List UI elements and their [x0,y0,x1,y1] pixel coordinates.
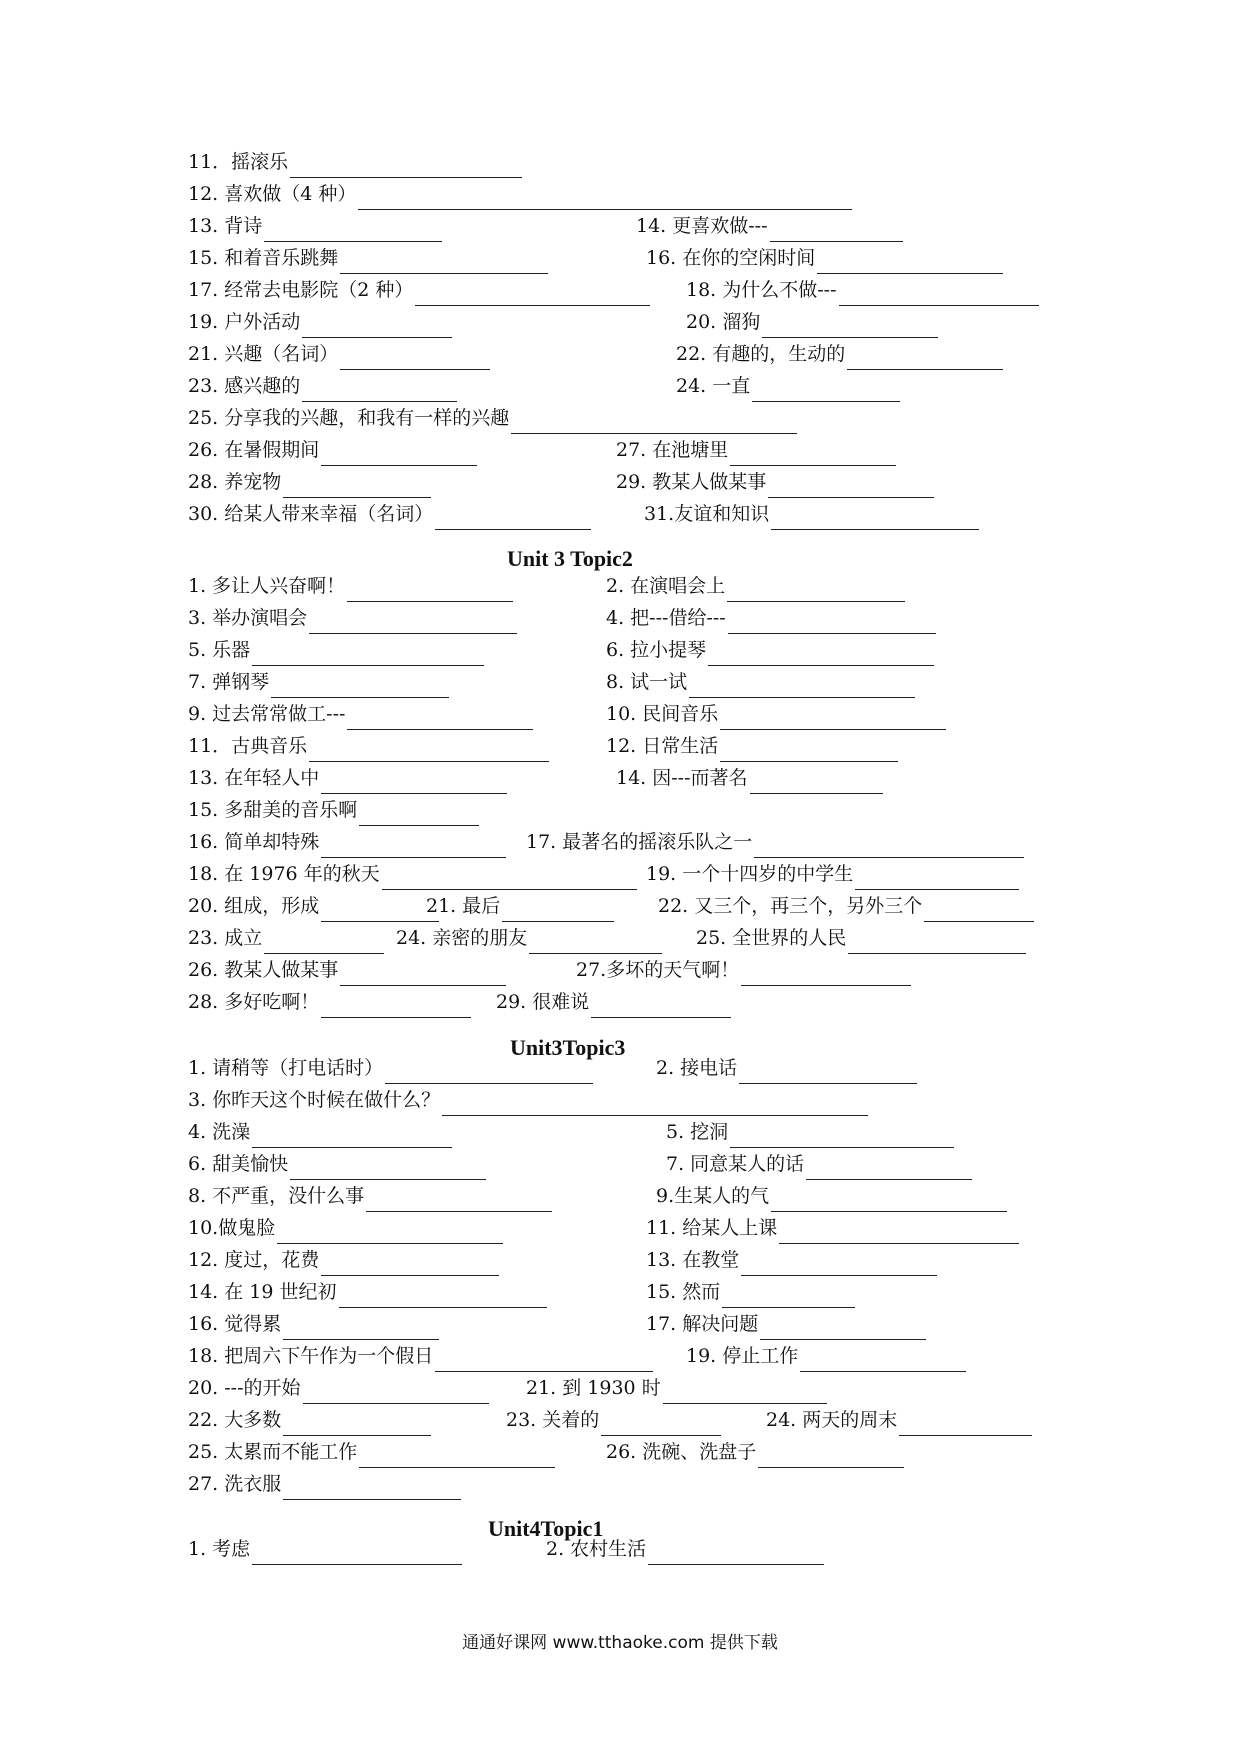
question-prompt: 29. 很难说 [496,991,590,1013]
answer-blank[interactable] [283,477,431,498]
question-item [188,606,517,634]
question-item [646,1216,1019,1244]
question-item [188,670,449,698]
question-item [496,990,731,1018]
answer-blank[interactable] [366,1191,552,1212]
question-prompt: 5. 乐器 [188,639,251,661]
answer-blank[interactable] [839,285,1039,306]
answer-blank[interactable] [321,773,507,794]
answer-blank[interactable] [415,285,650,306]
answer-blank[interactable] [722,1287,855,1308]
answer-blank[interactable] [340,253,548,274]
question-prompt: 18. 把周六下午作为一个假日 [188,1345,434,1367]
question-prompt: 21. 到 1930 时 [526,1377,661,1399]
question-item [656,1056,917,1084]
question-item [188,374,457,402]
question-prompt: 14. 在 19 世纪初 [188,1281,337,1303]
question-item [188,246,548,274]
question-prompt: 21. 最后 [426,895,501,917]
answer-blank[interactable] [347,709,533,730]
answer-blank[interactable] [385,1063,593,1084]
question-prompt: 20. 溜狗 [686,311,761,333]
question-item [646,862,1019,890]
answer-blank[interactable] [264,221,442,242]
answer-blank[interactable] [728,613,936,634]
answer-blank[interactable] [290,157,522,178]
question-item [188,214,442,242]
answer-blank[interactable] [760,1319,926,1340]
question-item [188,1440,555,1468]
answer-blank[interactable] [302,317,452,338]
question-item [188,1120,452,1148]
answer-blank[interactable] [741,1255,937,1276]
answer-blank[interactable] [848,933,1026,954]
question-prompt: 4. 洗澡 [188,1121,251,1143]
answer-blank[interactable] [340,965,506,986]
answer-blank[interactable] [730,445,896,466]
question-prompt: 7. 同意某人的话 [666,1153,805,1175]
question-prompt: 12. 日常生活 [606,735,719,757]
question-item [666,1152,972,1180]
question-prompt: 2. 接电话 [656,1057,738,1079]
question-item [646,1312,926,1340]
question-item [686,278,1039,306]
question-prompt: 21. 兴趣（名词） [188,343,339,365]
question-prompt: 27. 洗衣服 [188,1473,282,1495]
question-prompt: 3. 举办演唱会 [188,607,308,629]
answer-blank[interactable] [502,901,614,922]
answer-blank[interactable] [321,445,477,466]
question-prompt: 22. 又三个，再三个，另外三个 [658,895,923,917]
question-prompt: 27. 在池塘里 [616,439,729,461]
question-item [658,894,1034,922]
question-prompt: 15. 多甜美的音乐啊 [188,799,358,821]
question-prompt: 18. 在 1976 年的秋天 [188,863,380,885]
question-item [606,574,905,602]
question-prompt: 13. 在年轻人中 [188,767,320,789]
question-item [188,798,479,826]
question-prompt: 16. 觉得累 [188,1313,282,1335]
question-item [188,1376,489,1404]
question-item [188,926,384,954]
question-prompt: 25. 全世界的人民 [696,927,847,949]
question-prompt: 2. 在演唱会上 [606,575,726,597]
question-prompt: 15. 然而 [646,1281,721,1303]
answer-blank[interactable] [302,381,457,402]
question-item [188,150,522,178]
question-prompt: 9.生某人的气 [656,1185,770,1207]
question-item [426,894,614,922]
answer-blank[interactable] [779,1223,1019,1244]
question-prompt: 24. 亲密的朋友 [396,927,528,949]
answer-blank[interactable] [339,1287,547,1308]
question-prompt: 3. 你昨天这个时候在做什么？ [188,1089,441,1111]
answer-blank[interactable] [309,613,517,634]
question-prompt: 7. 弹钢琴 [188,671,270,693]
answer-blank[interactable] [321,901,439,922]
answer-blank[interactable] [511,413,797,434]
question-prompt: 23. 感兴趣的 [188,375,301,397]
question-item [506,1408,721,1436]
question-prompt: 23. 成立 [188,927,263,949]
question-item [188,1088,868,1116]
answer-blank[interactable] [442,1095,868,1116]
question-item [766,1408,1032,1436]
answer-blank[interactable] [847,349,1003,370]
question-item [188,1248,499,1276]
answer-blank[interactable] [303,1383,489,1404]
answer-blank[interactable] [283,1415,431,1436]
answer-blank[interactable] [321,1255,499,1276]
question-prompt: 4. 把---借给--- [606,607,726,629]
answer-blank[interactable] [309,741,549,762]
answer-blank[interactable] [264,933,384,954]
question-prompt: 29. 教某人做某事 [616,471,767,493]
question-prompt: 20. 组成，形成 [188,895,320,917]
question-prompt: 10.做鬼脸 [188,1217,276,1239]
answer-blank[interactable] [290,1159,486,1180]
question-item [188,1280,547,1308]
question-item [188,438,477,466]
question-item [188,310,452,338]
answer-blank[interactable] [727,581,905,602]
question-prompt: 18. 为什么不做--- [686,279,837,301]
answer-blank[interactable] [741,965,911,986]
answer-blank[interactable] [283,1479,461,1500]
answer-blank[interactable] [806,1159,972,1180]
question-item [188,574,513,602]
answer-blank[interactable] [708,645,934,666]
question-item [616,470,934,498]
answer-blank[interactable] [754,837,1024,858]
question-item [188,894,439,922]
answer-blank[interactable] [340,349,490,370]
question-prompt: 30. 给某人带来幸福（名词） [188,503,434,525]
answer-blank[interactable] [277,1223,503,1244]
question-prompt: 15. 和着音乐跳舞 [188,247,339,269]
question-item [646,1248,937,1276]
question-item [676,374,900,402]
answer-blank[interactable] [648,1544,824,1565]
question-item [188,1152,486,1180]
question-item [188,1216,503,1244]
question-prompt: 10. 民间音乐 [606,703,719,725]
question-item [526,830,1024,858]
question-prompt: 6. 拉小提琴 [606,639,707,661]
question-item [188,1056,593,1084]
question-item [606,702,946,730]
question-prompt: 26. 洗碗、洗盘子 [606,1441,757,1463]
answer-blank[interactable] [771,509,979,530]
question-item [686,310,938,338]
question-prompt: 17. 最著名的摇滚乐队之一 [526,831,753,853]
question-prompt: 24. 两天的周末 [766,1409,898,1431]
question-prompt: 27.多坏的天气啊！ [576,959,740,981]
answer-blank[interactable] [382,869,637,890]
question-item [686,1344,966,1372]
answer-blank[interactable] [252,1127,452,1148]
answer-blank[interactable] [739,1063,917,1084]
answer-blank[interactable] [529,933,662,954]
question-item [188,958,506,986]
question-prompt: 19. 停止工作 [686,1345,799,1367]
question-item [644,502,979,530]
answer-blank[interactable] [771,1191,1007,1212]
question-item [696,926,1026,954]
answer-blank[interactable] [252,1544,462,1565]
footer-credit: 通通好课网 www.tthaoke.com 提供下载 [462,1633,778,1653]
answer-blank[interactable] [321,997,471,1018]
question-prompt: 16. 简单却特殊 [188,831,320,853]
question-item [188,182,852,210]
answer-blank[interactable] [591,997,731,1018]
answer-blank[interactable] [720,741,898,762]
question-prompt: 13. 在教堂 [646,1249,740,1271]
question-item [188,638,484,666]
question-prompt: 9. 过去常常做工--- [188,703,346,725]
question-item [188,406,797,434]
question-item [188,1472,461,1500]
question-prompt: 28. 养宠物 [188,471,282,493]
question-prompt: 26. 教某人做某事 [188,959,339,981]
answer-blank[interactable] [435,509,591,530]
question-item [188,990,471,1018]
answer-blank[interactable] [252,645,484,666]
question-item [616,766,883,794]
answer-blank[interactable] [689,677,915,698]
question-item [646,246,1003,274]
answer-blank[interactable] [758,1447,904,1468]
question-item [188,702,533,730]
question-prompt: 11．摇滚乐 [188,151,289,173]
question-prompt: 22. 大多数 [188,1409,282,1431]
question-item [616,438,896,466]
question-prompt: 26. 在暑假期间 [188,439,320,461]
question-prompt: 20. ---的开始 [188,1377,301,1399]
answer-blank[interactable] [800,1351,966,1372]
question-item [188,502,591,530]
question-prompt: 31.友谊和知识 [644,503,770,525]
question-item [188,278,650,306]
question-item [636,214,903,242]
answer-blank[interactable] [770,221,903,242]
question-prompt: 16. 在你的空闲时间 [646,247,816,269]
answer-blank[interactable] [347,581,513,602]
question-item [188,470,431,498]
heading-text: Unit 3 Topic2 [507,546,633,571]
question-prompt: 12. 喜欢做（4 种） [188,183,357,205]
question-item [188,734,549,762]
question-item [188,1184,552,1212]
question-prompt: 1. 请稍等（打电话时） [188,1057,384,1079]
question-item [188,862,637,890]
heading-text: Unit3Topic3 [510,1035,626,1060]
question-prompt: 17. 解决问题 [646,1313,759,1335]
question-prompt: 8. 不严重，没什么事 [188,1185,365,1207]
question-item [606,606,936,634]
question-item [396,926,662,954]
question-prompt: 17. 经常去电影院（2 种） [188,279,414,301]
answer-blank[interactable] [768,477,934,498]
question-item [606,1440,904,1468]
answer-blank[interactable] [855,869,1019,890]
question-prompt: 2. 农村生活 [546,1538,647,1560]
answer-blank[interactable] [720,709,946,730]
question-prompt: 11. 给某人上课 [646,1217,778,1239]
answer-blank[interactable] [750,773,883,794]
question-item [606,734,898,762]
answer-blank[interactable] [271,677,449,698]
answer-blank[interactable] [601,1415,721,1436]
question-prompt: 1. 考虑 [188,1538,251,1560]
question-item [606,670,915,698]
answer-blank[interactable] [435,1351,653,1372]
answer-blank[interactable] [924,901,1034,922]
question-item [188,766,507,794]
question-item [666,1120,954,1148]
question-prompt: 24. 一直 [676,375,751,397]
answer-blank[interactable] [752,381,900,402]
heading-text: Unit4Topic1 [488,1516,604,1541]
question-prompt: 19. 户外活动 [188,311,301,333]
question-prompt: 28. 多好吃啊！ [188,991,320,1013]
question-prompt: 13. 背诗 [188,215,263,237]
question-prompt: 12. 度过，花费 [188,1249,320,1271]
answer-blank[interactable] [359,1447,555,1468]
question-item [188,1408,431,1436]
question-item [188,1537,462,1565]
answer-blank[interactable] [663,1383,827,1404]
question-prompt: 5. 挖洞 [666,1121,729,1143]
question-item [656,1184,1007,1212]
question-prompt: 14. 更喜欢做--- [636,215,768,237]
answer-blank[interactable] [358,189,852,210]
answer-blank[interactable] [321,837,506,858]
question-prompt: 1. 多让人兴奋啊！ [188,575,346,597]
question-prompt: 25. 分享我的兴趣，和我有一样的兴趣 [188,407,510,429]
answer-blank[interactable] [762,317,938,338]
question-item [576,958,911,986]
question-prompt: 11．古典音乐 [188,735,308,757]
question-prompt: 22. 有趣的，生动的 [676,343,846,365]
question-prompt: 19. 一个十四岁的中学生 [646,863,854,885]
answer-blank[interactable] [359,805,479,826]
question-item [526,1376,827,1404]
question-item [606,638,934,666]
question-prompt: 8. 试一试 [606,671,688,693]
question-item [546,1537,824,1565]
question-prompt: 6. 甜美愉快 [188,1153,289,1175]
answer-blank[interactable] [283,1319,439,1340]
answer-blank[interactable] [817,253,1003,274]
question-prompt: 23. 关着的 [506,1409,600,1431]
answer-blank[interactable] [730,1127,954,1148]
question-item [188,830,506,858]
answer-blank[interactable] [899,1415,1032,1436]
question-item [676,342,1003,370]
question-item [188,342,490,370]
question-prompt: 25. 太累而不能工作 [188,1441,358,1463]
question-item [188,1312,439,1340]
question-item [188,1344,653,1372]
question-prompt: 14. 因---而著名 [616,767,748,789]
question-item [646,1280,855,1308]
